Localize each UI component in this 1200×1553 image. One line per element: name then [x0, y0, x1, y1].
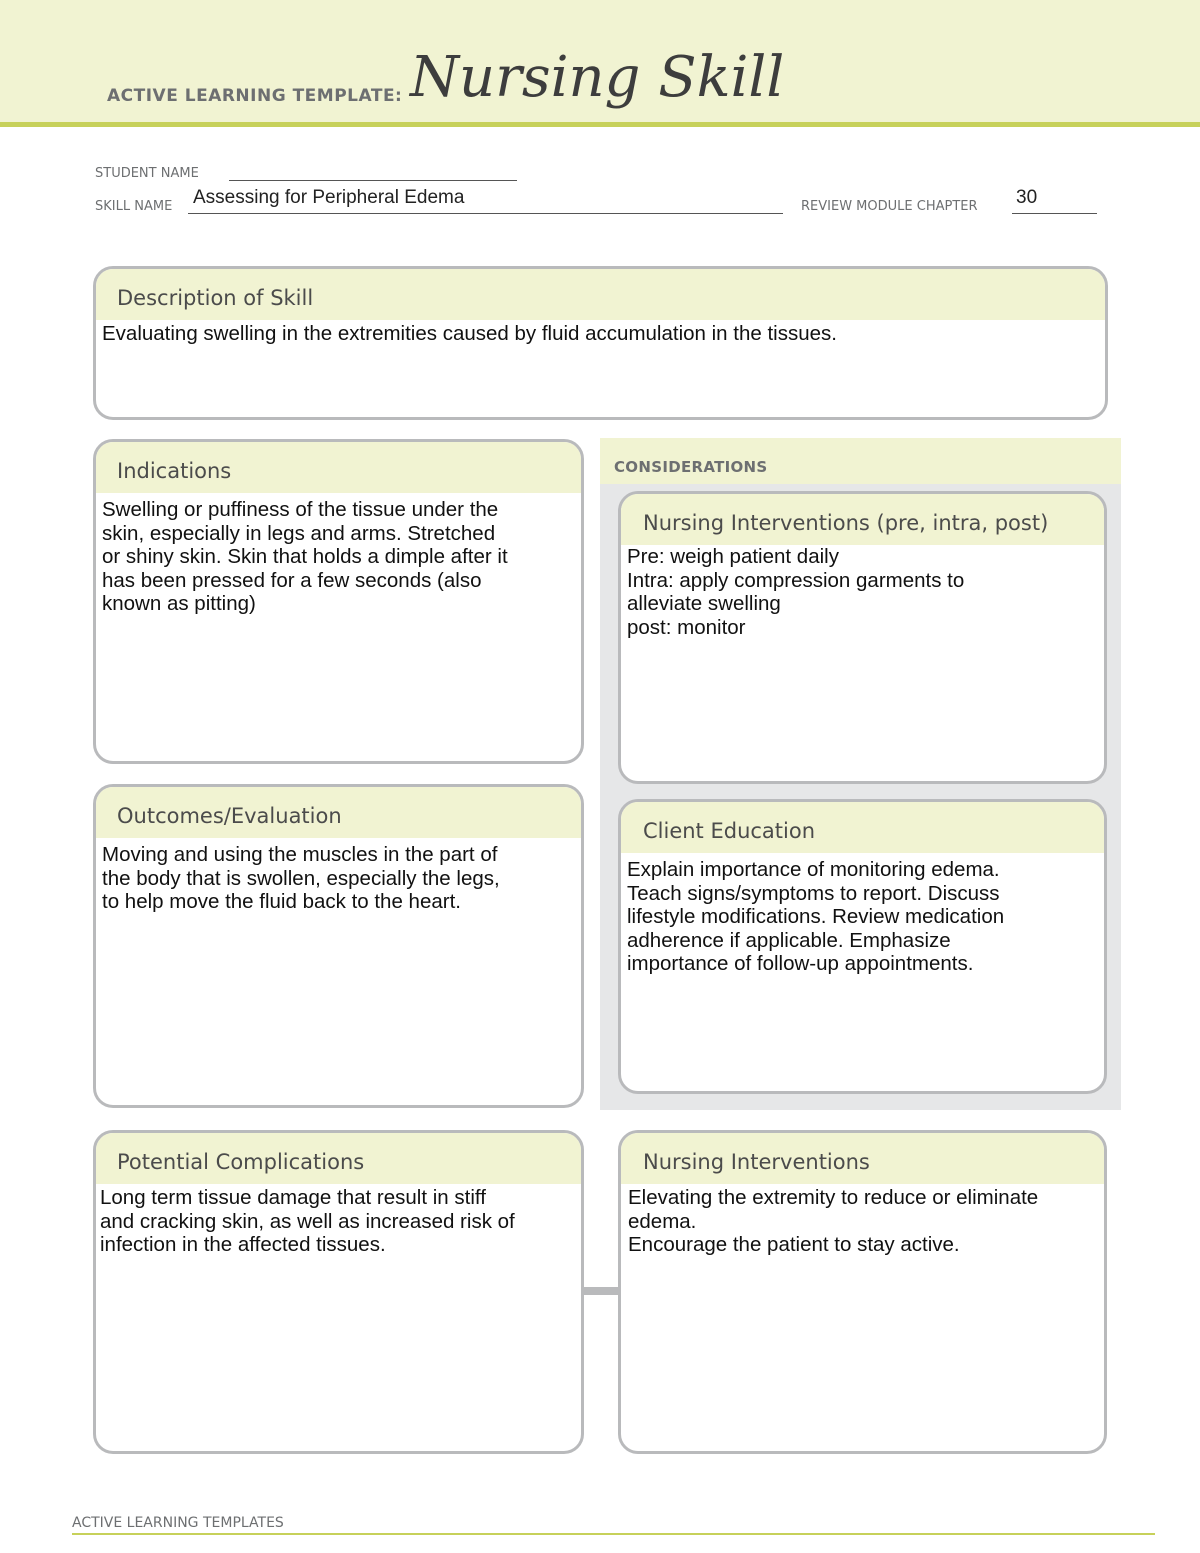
chapter-line [1012, 213, 1097, 214]
footer-divider [72, 1533, 1155, 1535]
nursing-interventions-phases-title: Nursing Interventions (pre, intra, post) [621, 494, 1104, 545]
template-label: ACTIVE LEARNING TEMPLATE: [107, 86, 403, 106]
outcomes-box [93, 784, 584, 1108]
nursing-interventions-box [618, 1130, 1107, 1454]
outcomes-title: Outcomes/Evaluation [96, 787, 581, 838]
description-box [93, 266, 1108, 420]
client-education-content[interactable]: Explain importance of monitoring edema. Teach signs/symptoms to report. Discuss lifestyle modifications. Review medication adherence if applicable. Emphasize importance of follow-up appointments. [627, 858, 1005, 975]
indications-content[interactable]: Swelling or puffiness of the tissue under the skin, especially in legs and arms. Stretched or shiny skin. Skin that holds a dimple after it has been pressed for a few seconds (also known as pitting) [102, 498, 508, 615]
indications-box [93, 439, 584, 764]
chapter-field[interactable]: 30 [1016, 187, 1038, 208]
nursing-interventions-phases-box [618, 491, 1107, 784]
student-name-line [229, 180, 517, 181]
nursing-interventions-phases-content[interactable]: Pre: weigh patient daily Intra: apply compression garments to alleviate swelling post: monitor [627, 545, 965, 639]
description-title: Description of Skill [96, 269, 1105, 320]
description-content[interactable]: Evaluating swelling in the extremities caused by fluid accumulation in the tissues. [102, 322, 837, 345]
outcomes-content[interactable]: Moving and using the muscles in the part of the body that is swollen, especially the legs, to help move the fluid back to the heart. [102, 843, 500, 913]
client-education-box [618, 799, 1107, 1094]
header-divider [0, 122, 1200, 127]
considerations-label: CONSIDERATIONS [600, 438, 1121, 484]
footer-label: ACTIVE LEARNING TEMPLATES [72, 1515, 284, 1531]
skill-name-label: SKILL NAME [95, 199, 173, 214]
potential-complications-box [93, 1130, 584, 1454]
nursing-interventions-content[interactable]: Elevating the extremity to reduce or eliminate edema. Encourage the patient to stay active. [628, 1186, 1039, 1256]
section-connector [583, 1287, 620, 1295]
client-education-title: Client Education [621, 802, 1104, 853]
student-name-label: STUDENT NAME [95, 166, 199, 181]
potential-complications-title: Potential Complications [96, 1133, 581, 1184]
nursing-interventions-title: Nursing Interventions [621, 1133, 1104, 1184]
review-module-chapter-label: REVIEW MODULE CHAPTER [801, 199, 978, 214]
page-title: Nursing Skill [410, 45, 785, 110]
potential-complications-content[interactable]: Long term tissue damage that result in stiff and cracking skin, as well as increased risk of infection in the affected tissues. [100, 1186, 515, 1256]
skill-name-field[interactable]: Assessing for Peripheral Edema [193, 187, 465, 208]
skill-name-line [188, 213, 783, 214]
indications-title: Indications [96, 442, 581, 493]
